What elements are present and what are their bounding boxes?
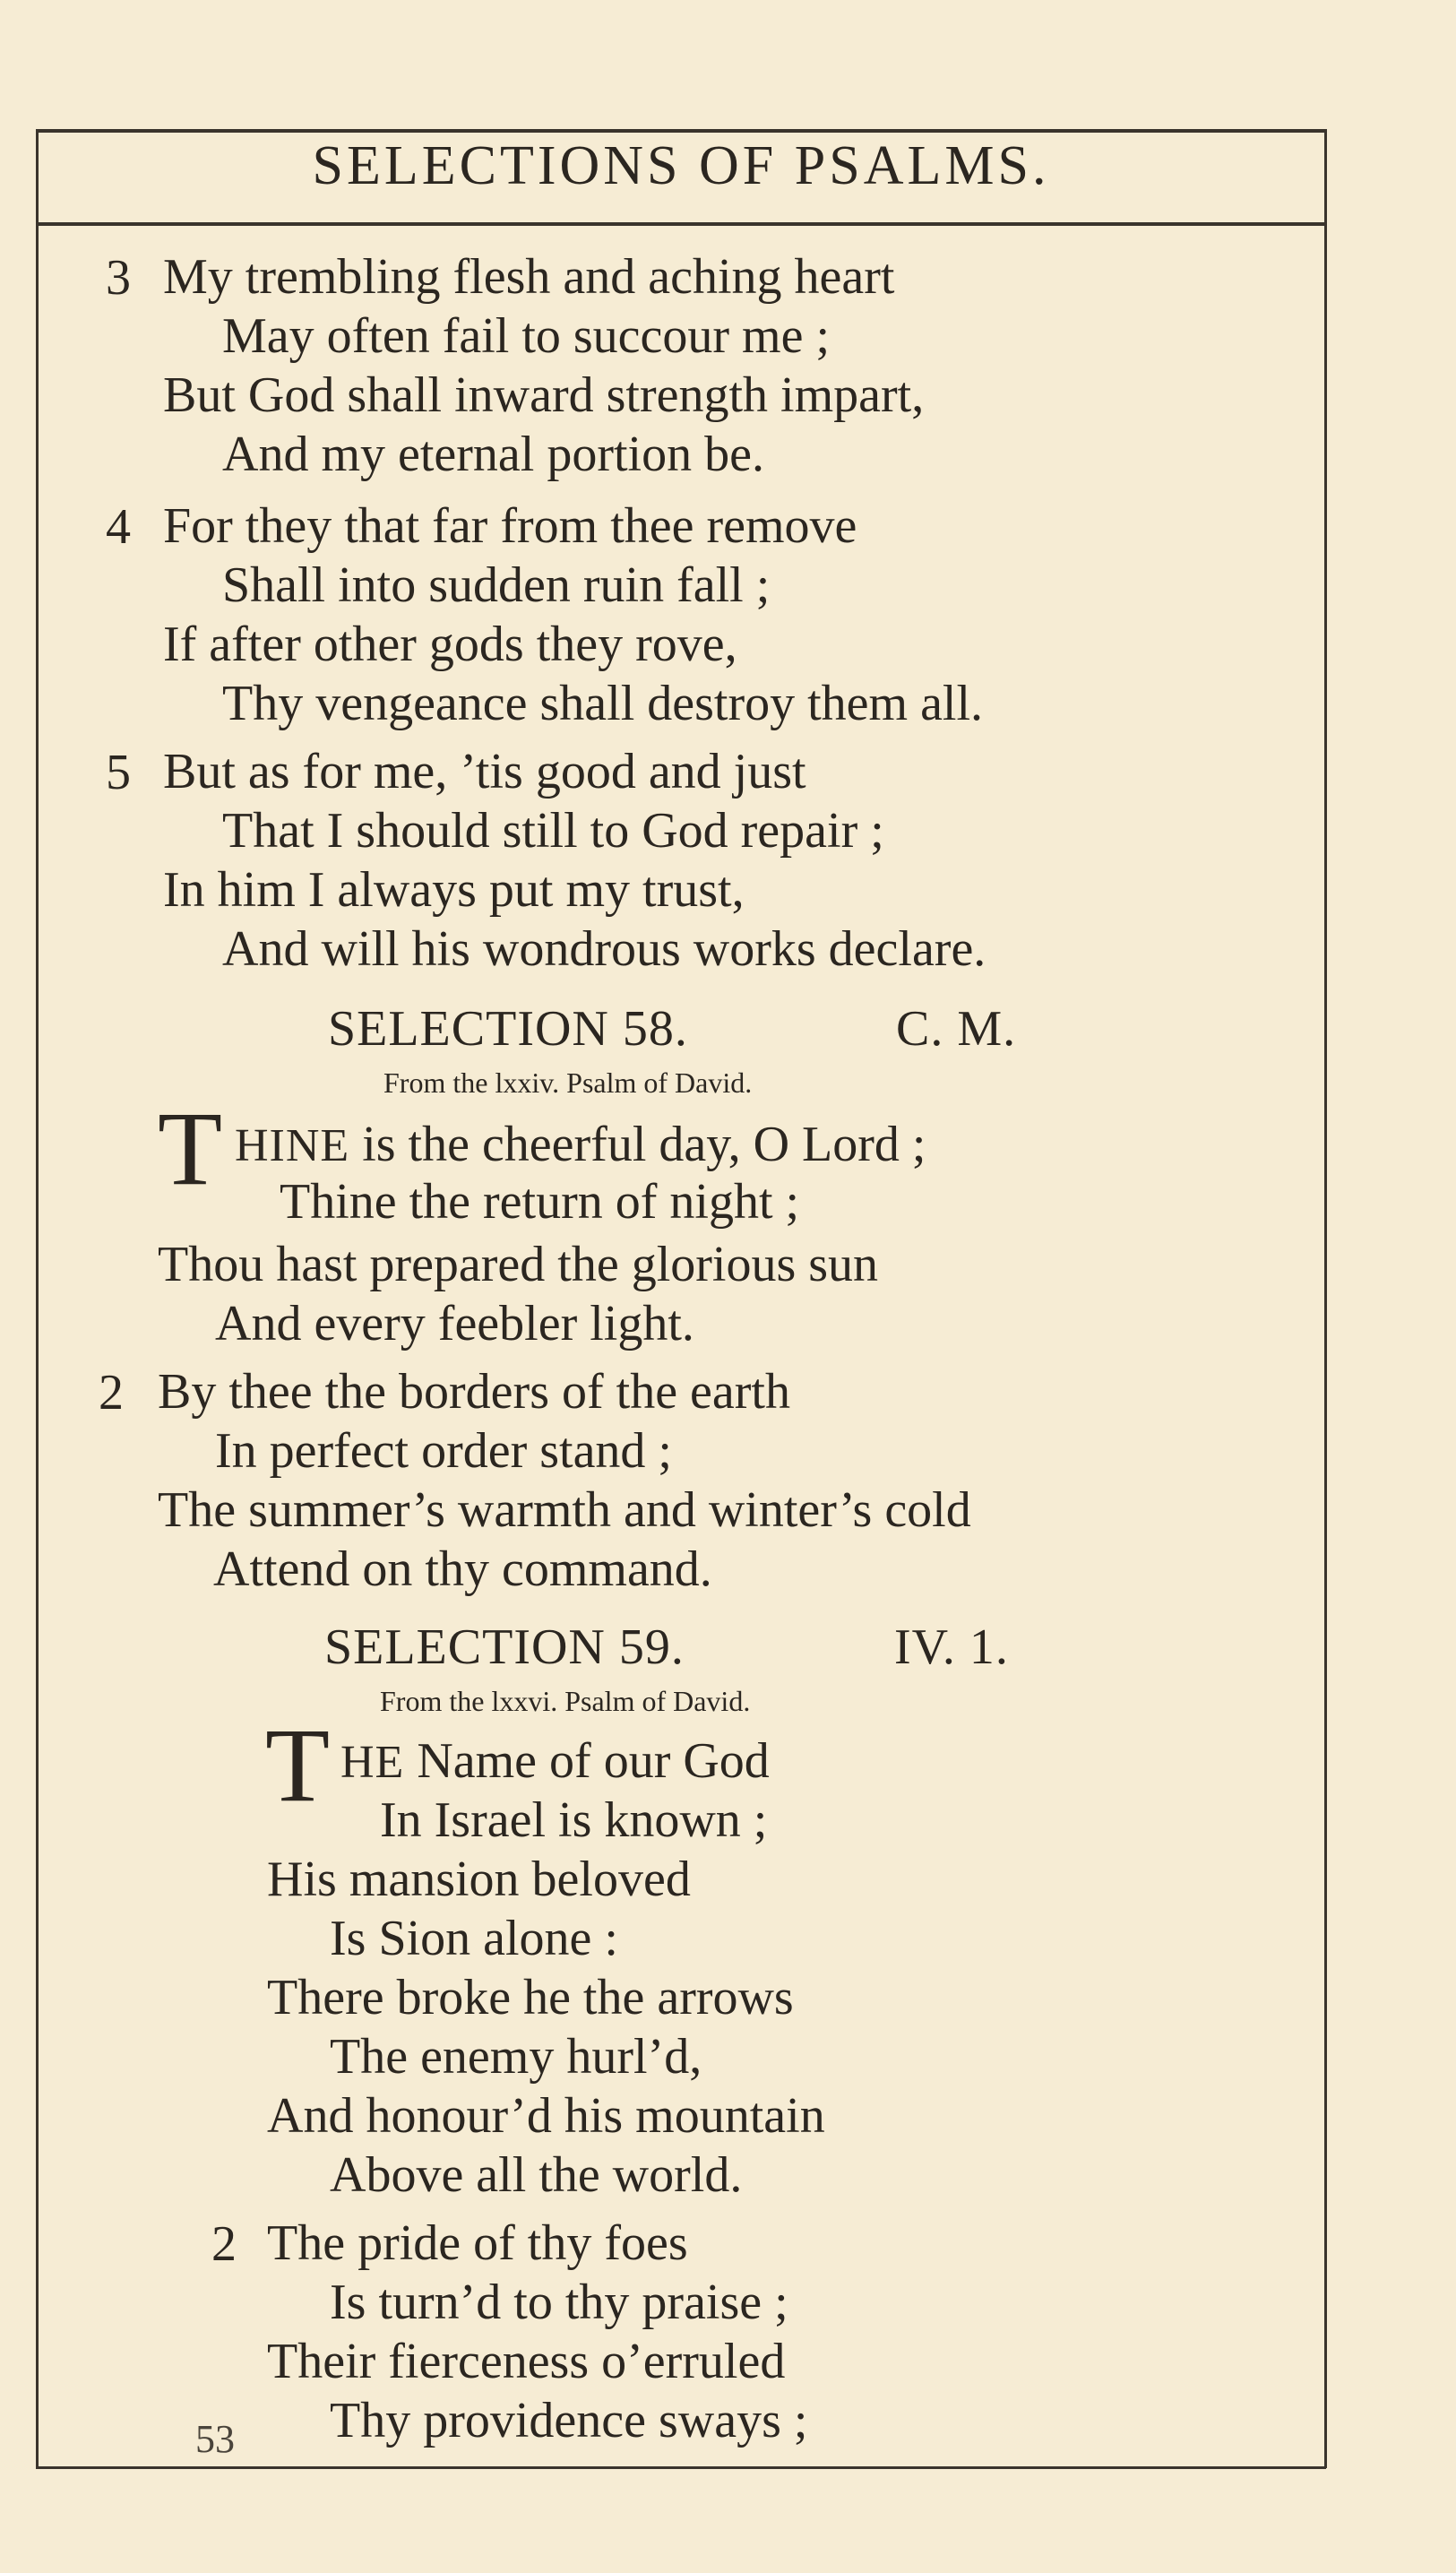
verse-line: Their fierceness o’erruled: [267, 2334, 786, 2389]
first-line-rest: Name of our God: [404, 1733, 770, 1789]
first-line-rest: is the cheerful day, O Lord ;: [349, 1117, 926, 1172]
verse-line: May often fail to succour me ;: [222, 308, 831, 364]
verse-line: My trembling flesh and aching heart: [163, 249, 895, 305]
verse-line-first: [340, 1731, 770, 1792]
verse-line: Thy vengeance shall destroy them all.: [222, 676, 984, 731]
verse-line: Shall into sudden ruin fall ;: [222, 557, 771, 613]
page-number: 53: [195, 2417, 235, 2461]
verse-line: And honour’d his mountain: [267, 2088, 825, 2144]
verse-line: The pride of thy foes: [267, 2215, 688, 2271]
stanza-number: 3: [106, 250, 131, 306]
verse-line-first: [235, 1115, 926, 1176]
verse-line: In Israel is known ;: [380, 1792, 768, 1848]
selection-title: SELECTION 58.: [328, 1001, 688, 1057]
first-word-caps: HE: [340, 1737, 405, 1788]
header-rule: [36, 222, 1326, 226]
drop-cap: T: [265, 1706, 331, 1824]
verse-line: There broke he the arrows: [267, 1970, 794, 2025]
verse-line: His mansion beloved: [267, 1852, 691, 1907]
verse-line: And my eternal portion be.: [222, 427, 764, 482]
drop-cap: T: [158, 1090, 223, 1207]
verse-line: In perfect order stand ;: [215, 1423, 672, 1479]
verse-line: But God shall inward strength impart,: [163, 367, 925, 423]
right-border: [1324, 129, 1327, 2468]
stanza-number: 2: [99, 1365, 124, 1420]
verse-line: But as for me, ’tis good and just: [163, 744, 806, 799]
verse-line: Thy providence sways ;: [330, 2393, 808, 2448]
verse-line: And will his wondrous works declare.: [222, 921, 986, 977]
top-rule: [36, 129, 1326, 133]
selection-meter: IV. 1.: [894, 1619, 1009, 1675]
verse-line: In him I always put my trust,: [163, 862, 745, 918]
verse-line: Thine the return of night ;: [280, 1174, 800, 1230]
verse-line: And every feebler light.: [215, 1296, 694, 1351]
verse-line: Thou hast prepared the glorious sun: [158, 1237, 879, 1292]
verse-line: Above all the world.: [330, 2147, 743, 2203]
verse-line: If after other gods they rove,: [163, 617, 737, 672]
page-title: SELECTIONS OF PSALMS.: [312, 135, 1050, 196]
verse-line: The enemy hurl’d,: [330, 2029, 702, 2085]
verse-line: By thee the borders of the earth: [158, 1364, 790, 1420]
verse-line: Attend on thy command.: [213, 1541, 712, 1597]
selection-source: From the lxxiv. Psalm of David.: [383, 1066, 753, 1099]
stanza-number: 5: [106, 745, 131, 800]
verse-line: For they that far from thee remove: [163, 498, 857, 554]
bottom-rule: [36, 2466, 1326, 2469]
stanza-number: 4: [106, 499, 131, 555]
stanza-number: 2: [211, 2216, 237, 2272]
selection-title: SELECTION 59.: [324, 1619, 685, 1675]
selection-source: From the lxxvi. Psalm of David.: [380, 1685, 751, 1717]
left-border: [36, 129, 39, 2468]
verse-line: The summer’s warmth and winter’s cold: [158, 1482, 971, 1538]
verse-line: Is turn’d to thy praise ;: [330, 2275, 788, 2330]
selection-meter: C. M.: [896, 1001, 1017, 1057]
verse-line: That I should still to God repair ;: [222, 803, 884, 859]
verse-line: Is Sion alone :: [330, 1911, 618, 1966]
first-word-caps: HINE: [235, 1120, 350, 1171]
